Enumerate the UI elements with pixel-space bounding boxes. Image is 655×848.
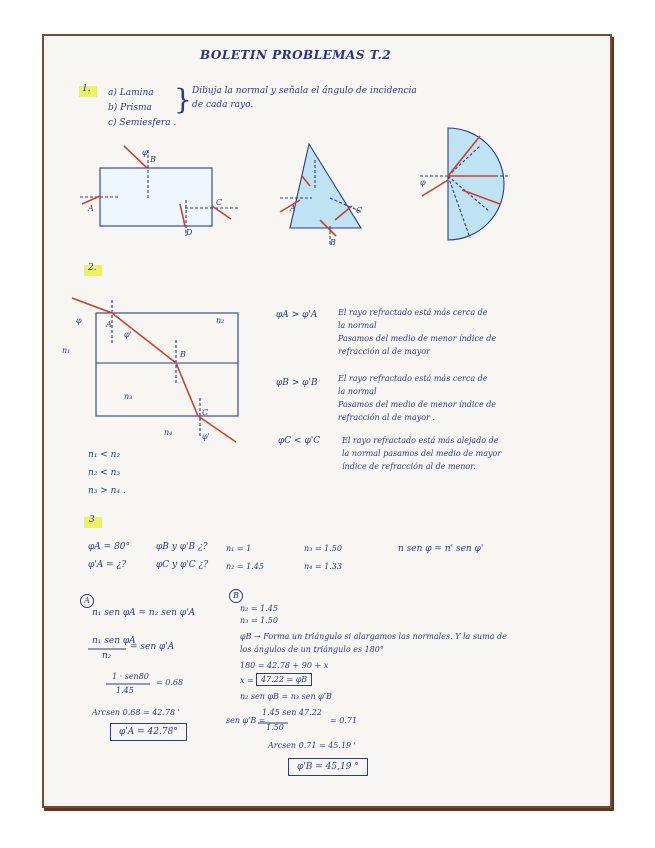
result-b-box: φ'B = 45,19 ° xyxy=(288,758,368,776)
problem-1-number: 1. xyxy=(82,84,91,94)
eq-b-arcsen: Arcsen 0.71 = 45.19 ' xyxy=(268,741,356,750)
eq-b-den: 1.50 xyxy=(266,723,284,732)
eq-a-2-rhs: = sen φ'A xyxy=(130,642,175,652)
relation-c: φC < φ'C xyxy=(278,436,321,446)
label-n2: n₂ xyxy=(216,316,225,325)
explain-c-3: índice de refracción al de menor. xyxy=(342,462,476,471)
part-a-circle: A xyxy=(80,594,94,608)
fig-label-c: C xyxy=(202,408,209,417)
explain-a-4: refracción al de mayor xyxy=(338,347,430,356)
relation-b: φB > φ'B xyxy=(276,378,318,388)
result-a-box: φ'A = 42.78° xyxy=(110,723,187,741)
given-phiA: φA = 80° xyxy=(88,542,131,552)
item-c: c) Semiesfera . xyxy=(108,118,177,128)
eq-a-4: Arcsen 0.68 = 42.78 ' xyxy=(92,708,180,717)
relation-a: φA > φ'A xyxy=(276,310,318,320)
given-phiC: φC y φ'C ¿? xyxy=(156,560,209,570)
label-a: A xyxy=(88,204,94,213)
fig-label-b: B xyxy=(180,350,186,359)
eq-a-3-num: 1 · sen80 xyxy=(112,672,149,681)
problem-3-number: 3 xyxy=(89,515,95,525)
given-phiB: φB y φ'B ¿? xyxy=(156,542,208,552)
eq-b-triangle-1: φB → Forma un triángulo si alargamos las normales. Y la suma de xyxy=(240,632,507,641)
explain-c-1: El rayo refractado está más alejado de xyxy=(342,436,499,445)
hemisphere-diagram xyxy=(420,128,510,240)
eq-a-3-den: 1.45 xyxy=(116,686,134,695)
condition-2: n₂ < n₃ xyxy=(88,468,121,478)
prism-label-a: A xyxy=(290,204,296,213)
explain-c-2: la normal pasamos del medio de mayor xyxy=(342,449,502,458)
eq-b-n2: n₂ = 1.45 xyxy=(240,604,278,613)
x-result-box: 47.22 = φB xyxy=(256,673,312,686)
label-n4: n₄ xyxy=(164,428,173,437)
condition-3: n₃ > n₄ . xyxy=(88,486,126,496)
label-b: B xyxy=(150,155,156,164)
prism-diagram xyxy=(280,144,362,245)
fig-phi-prime-label: φ' xyxy=(124,330,132,339)
eq-a-1: n₁ sen φA = n₂ sen φ'A xyxy=(92,608,196,618)
part-b-circle: B xyxy=(229,589,243,603)
fig-label-a: A xyxy=(106,320,112,329)
given-n1: n₁ = 1 xyxy=(226,544,252,553)
brace-icon: } xyxy=(174,83,192,116)
problem-2-number: 2. xyxy=(88,263,97,273)
label-d: D xyxy=(186,228,193,237)
eq-b-triangle-2: los ángulos de un triángulo es 180° xyxy=(240,645,384,654)
eq-a-3-rhs: = 0.68 xyxy=(156,678,184,687)
snell-law: n sen φ = n' sen φ' xyxy=(398,544,484,554)
label-n3: n₃ xyxy=(124,392,133,401)
fig-phi-label: φ xyxy=(76,316,82,325)
explain-b-3: Pasamos del medio de menor índice de xyxy=(338,400,497,409)
explain-b-4: refracción al de mayor . xyxy=(338,413,436,422)
given-n2: n₂ = 1.45 xyxy=(226,562,264,571)
label-c: C xyxy=(216,198,223,207)
eq-b-n3: n₃ = 1.50 xyxy=(240,616,278,625)
eq-a-2-den: n₂ xyxy=(102,651,112,661)
page-title: BOLETIN PROBLEMAS T.2 xyxy=(200,48,392,62)
given-phiA-prime: φ'A = ¿? xyxy=(88,560,127,570)
explain-a-2: la normal xyxy=(338,321,377,330)
prism-label-b: B xyxy=(330,238,336,247)
instruction-line-2: de cada rayo. xyxy=(192,100,254,110)
explain-a-3: Pasamos del medio de menor índice de xyxy=(338,334,497,343)
instruction-line-1: Dibuja la normal y señala el ángulo de incidencia xyxy=(192,86,417,96)
eq-b-rhs: = 0.71 xyxy=(330,716,358,725)
hemi-phi-label: φ xyxy=(420,178,426,187)
explain-b-1: El rayo refractado está más cerca de xyxy=(338,374,488,383)
eq-b-x: x = xyxy=(240,676,254,685)
angle-phi-label: φ xyxy=(142,148,148,157)
given-n3: n₃ = 1.50 xyxy=(304,544,342,553)
fig-phi-prime-c-label: φ' xyxy=(202,432,210,441)
eq-b-sum: 180 = 42.78 + 90 + x xyxy=(240,661,329,670)
prism-label-c: C xyxy=(356,206,363,215)
explain-b-2: la normal xyxy=(338,387,377,396)
eq-b-sen-label: sen φ'B = xyxy=(226,716,266,725)
item-b: b) Prisma xyxy=(108,103,152,113)
eq-b-num: 1.45 sen 47.22 xyxy=(262,708,322,717)
label-n1: n₁ xyxy=(62,346,71,355)
eq-b-snell: n₂ sen φB = n₃ sen φ'B xyxy=(240,692,332,701)
lamina-diagram xyxy=(80,146,240,236)
given-n4: n₄ = 1.33 xyxy=(304,562,342,571)
eq-a-2-num: n₁ sen φA xyxy=(92,636,136,646)
explain-a-1: El rayo refractado está más cerca de xyxy=(338,308,488,317)
layers-diagram xyxy=(72,298,238,442)
condition-1: n₁ < n₂ xyxy=(88,450,121,460)
item-a: a) Lamina xyxy=(108,88,154,98)
